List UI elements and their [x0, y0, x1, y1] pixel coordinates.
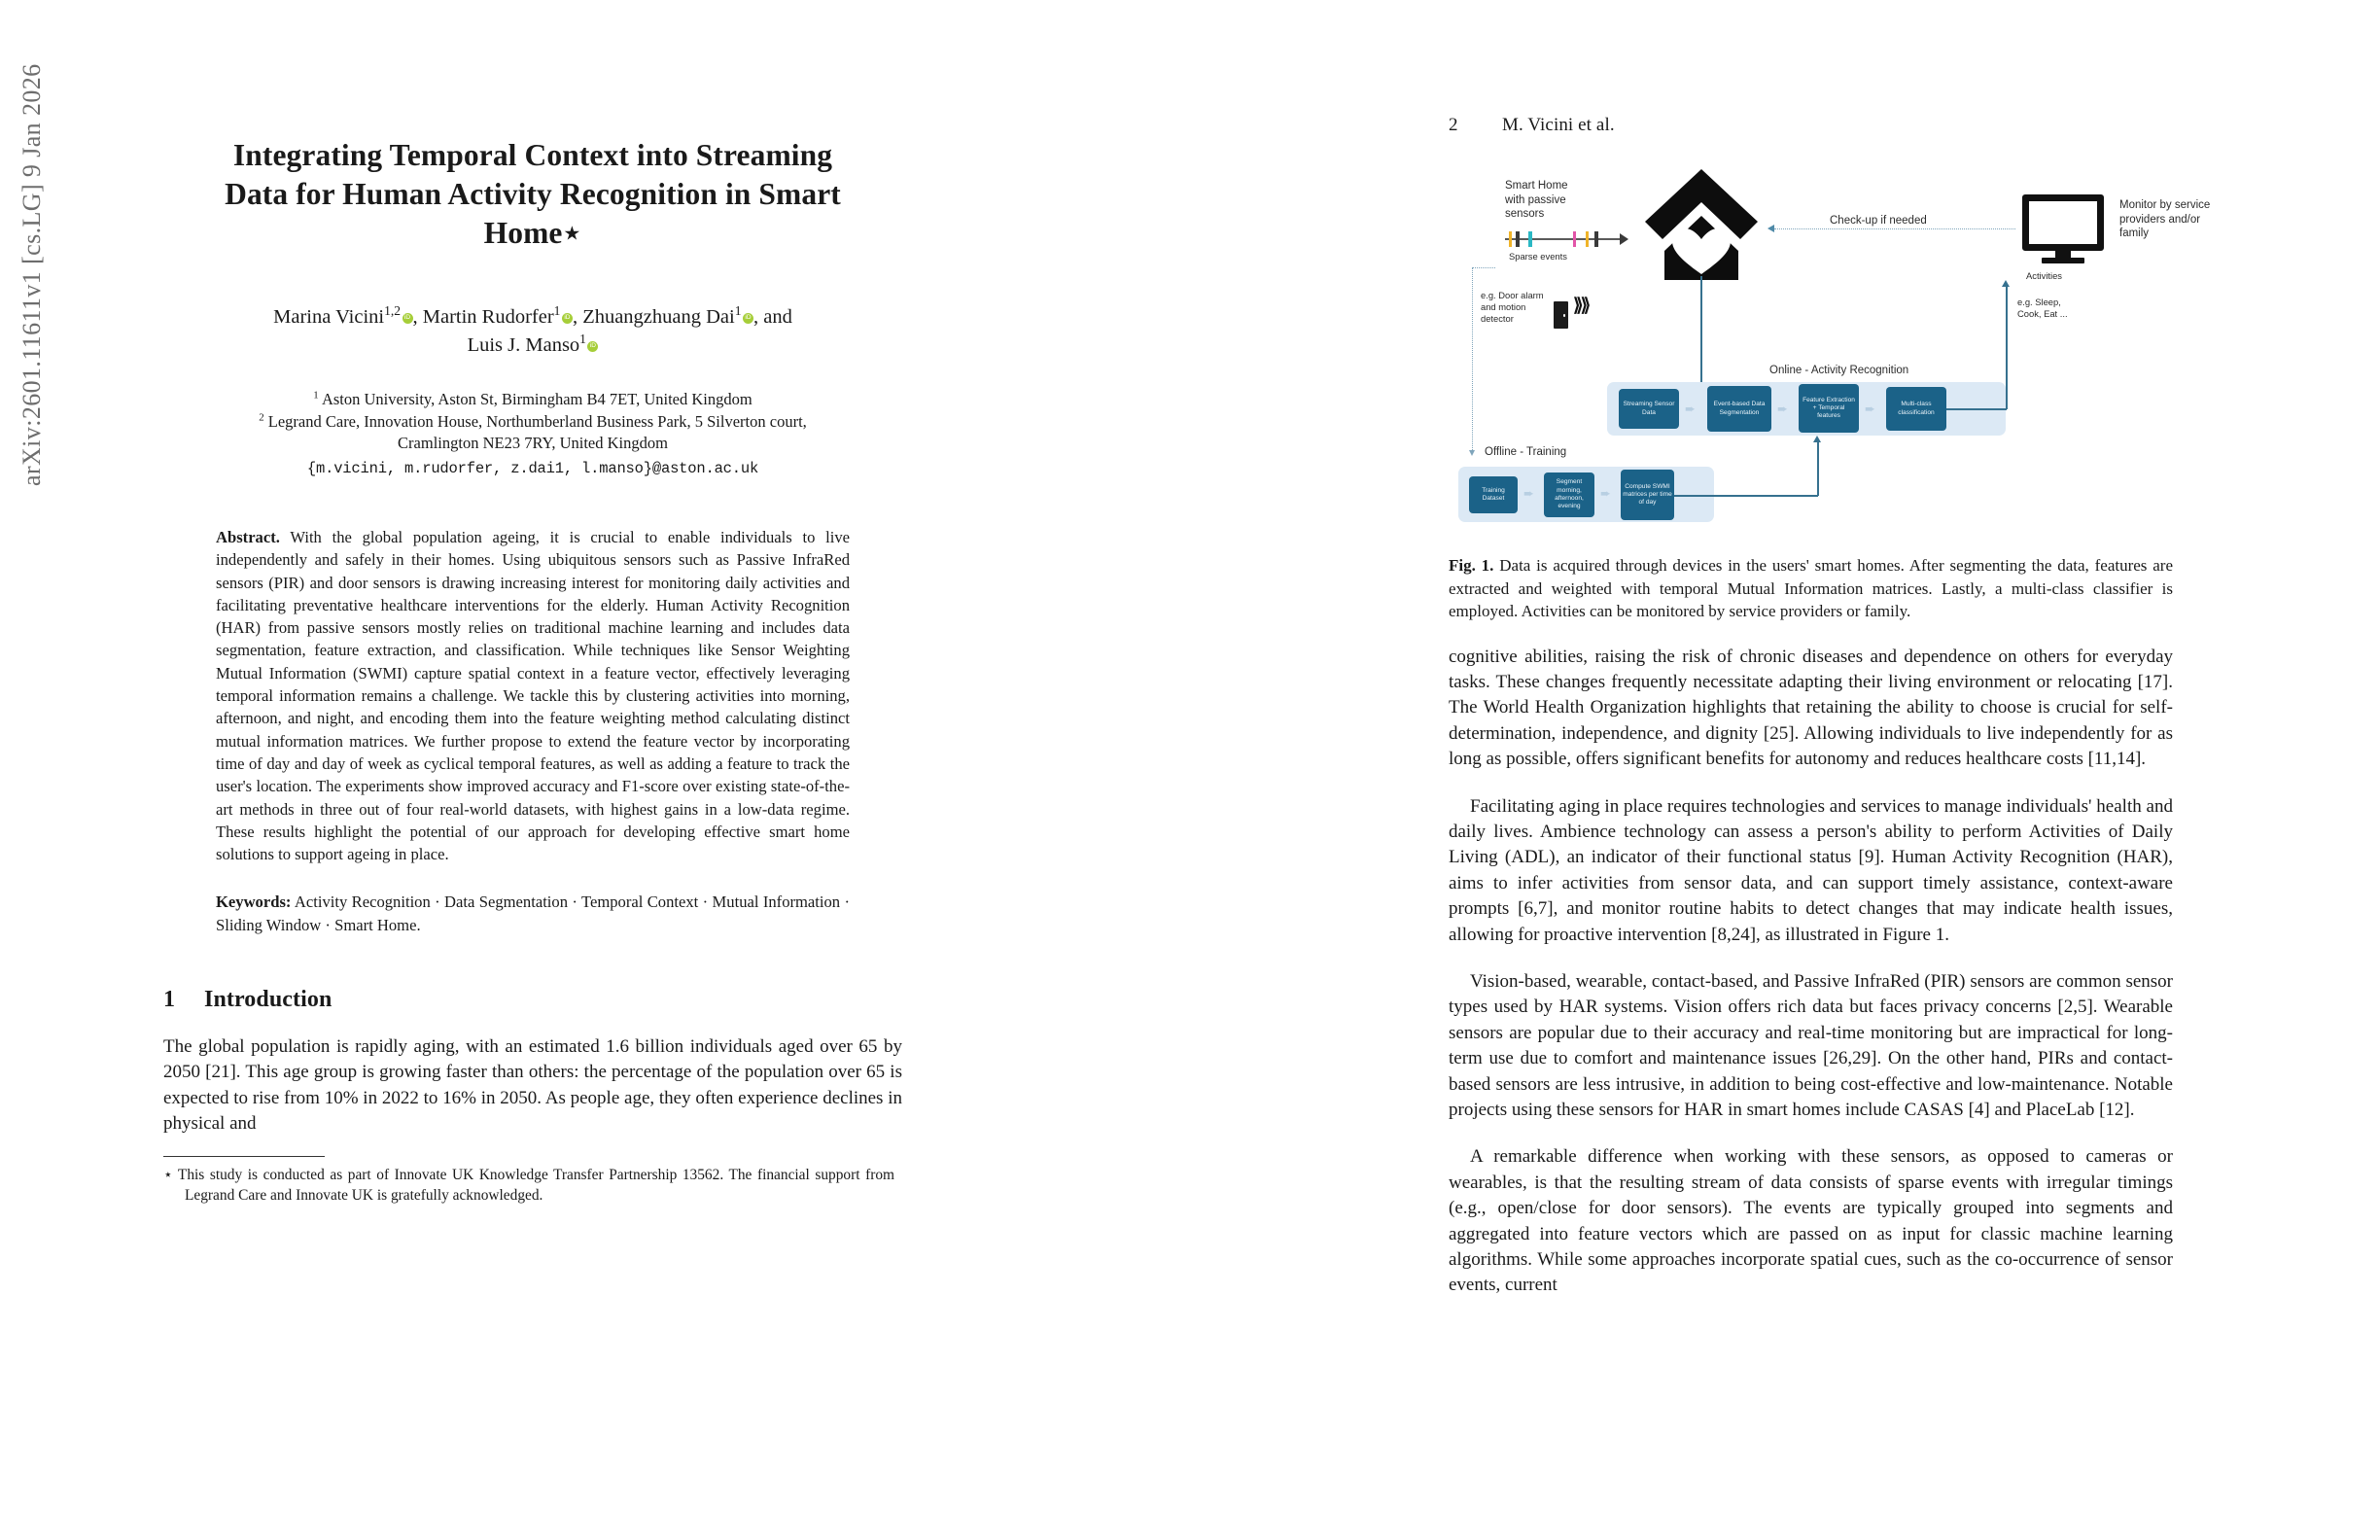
footnote-marker: ⋆	[163, 1166, 173, 1183]
offline-to-online-v	[1817, 441, 1819, 496]
footnote-text: This study is conducted as part of Innovate UK Knowledge Transfer Partnership 13562. The financial support from Legrand Care and Innovate UK is gratefully acknowledged.	[177, 1166, 894, 1205]
author-rudorfer: , Martin Rudorfer	[412, 306, 554, 328]
author-dai: , Zhuangzhuang Dai	[572, 306, 735, 328]
page-two	[1449, 115, 2211, 1456]
author-dai-affil: 1	[734, 303, 742, 319]
paper-title: Integrating Temporal Context into Streaming Data for Human Activity Recognition in Smart Home⋆	[225, 138, 841, 250]
classify-to-activities-h	[1946, 408, 2007, 410]
author-vicini-affil: 1,2	[384, 303, 401, 319]
checkup-connector	[1774, 228, 2015, 229]
label-activity-examples: e.g. Sleep, Cook, Eat ...	[2017, 297, 2068, 319]
footnote-rule	[163, 1156, 325, 1157]
running-head-authors: M. Vicini et al.	[1502, 115, 1615, 135]
label-activities: Activities	[2026, 270, 2062, 281]
affiliation-2	[163, 411, 902, 434]
box-feature-extraction[interactable]: Feature Extraction + Temporal features	[1799, 384, 1859, 433]
body-paragraph-3: Vision-based, wearable, contact-based, and Passive InfraRed (PIR) sensors are common sensor types used by HAR systems. Vision offers rich data but faces privacy concerns [2,5]. Wearable sensors are popular due to their accuracy and real-time monitoring but are impractical for long-term use due to comfort and maintenance issues [26,29]. On the other hand, PIRs and contact-based sensors are less intrusive, in addition to being cost-effective and low-maintenance. Notable projects using these sensors for HAR in smart homes include CASAS [4] and PlaceLab [12].	[1449, 970, 2173, 1120]
box-compute-swmi[interactable]: Compute SWMI matrices per time of day	[1621, 470, 1674, 520]
orcid-icon[interactable]	[743, 313, 753, 324]
figure-1-diagram	[1449, 158, 2211, 546]
affiliation-2-text-line1: Legrand Care, Innovation House, Northumberland Business Park, 5 Silverton court,	[267, 411, 807, 431]
section-title: Introduction	[204, 987, 332, 1013]
flow-arrow-icon: ➨	[1600, 487, 1611, 502]
flow-arrow-icon: ➨	[1523, 487, 1534, 502]
author-rudorfer-affil: 1	[553, 303, 561, 319]
feedback-connector-h	[1472, 267, 1495, 268]
abstract	[216, 526, 850, 865]
event-tick	[1509, 231, 1512, 247]
event-tick	[1528, 231, 1532, 247]
classify-to-activities-v	[2006, 285, 2008, 409]
page-number: 2	[1449, 115, 1458, 135]
flow-arrow-icon: ➨	[1777, 402, 1788, 417]
author-conjunction: , and	[753, 306, 792, 328]
figure-caption-text: Data is acquired through devices in the users' smart homes. After segmenting the data, features are extracted and weighted with temporal Mutual Information matrices. Lastly, a multi-class classifier is employed. Activities can be monitored by service providers or family.	[1449, 556, 2173, 620]
affiliation-1-text: Aston University, Aston St, Birmingham B4 7ET, United Kingdom	[321, 390, 752, 408]
box-segment-time-of-day[interactable]: Segment morning, afternoon, evening	[1544, 472, 1594, 517]
author-line-2	[163, 332, 902, 360]
arxiv-stamp: arXiv:2601.11611v1 [cs.LG] 9 Jan 2026	[18, 63, 46, 486]
box-multiclass-classification[interactable]: Multi-class classification	[1886, 387, 1946, 431]
box-streaming-sensor-data[interactable]: Streaming Sensor Data	[1619, 389, 1679, 429]
section-number: 1	[163, 987, 176, 1013]
affiliation-1-marker: 1	[313, 389, 319, 402]
author-manso: Luis J. Manso	[467, 334, 580, 356]
orcid-icon[interactable]	[562, 313, 573, 324]
offline-to-online-arrow-icon	[1813, 436, 1821, 442]
figure-caption	[1449, 554, 2173, 623]
sparse-events-axis	[1505, 238, 1620, 240]
label-sparse-events: Sparse events	[1509, 251, 1567, 262]
axis-arrow-icon	[1620, 233, 1628, 245]
signal-waves-icon: ⟫⟫	[1573, 296, 1589, 316]
footnote	[163, 1165, 894, 1207]
body-paragraph-4: A remarkable difference when working with these sensors, as opposed to cameras or wearables, is that the resulting stream of data consists of sparse events with irregular timings (e.g., open/close for door sensors). The events are typically grouped into segments and aggregated into feature vectors which are passed on as input for classic machine learning algorithms. While some approaches incorporate spatial cues, such as the co-occurrence of sensor events, current	[1449, 1146, 2173, 1296]
section-heading-introduction	[163, 987, 902, 1013]
event-tick	[1516, 231, 1520, 247]
affiliation-1	[163, 389, 902, 411]
abstract-label: Abstract.	[216, 528, 280, 546]
orcid-icon[interactable]	[587, 341, 598, 352]
keywords-label: Keywords:	[216, 892, 292, 912]
event-tick	[1586, 231, 1589, 247]
page-one	[163, 115, 902, 1456]
label-smart-home: Smart Home with passive sensors	[1505, 180, 1568, 220]
label-door-sensor: e.g. Door alarm and motion detector	[1481, 290, 1544, 324]
keywords-text: Activity Recognition · Data Segmentation · Temporal Context · Mutual Information · Sliding Window · Smart Home.	[216, 892, 850, 934]
label-online-title: Online - Activity Recognition	[1769, 365, 1909, 376]
author-line-1	[163, 303, 902, 332]
monitor-icon	[2022, 194, 2104, 262]
label-offline-title: Offline - Training	[1485, 446, 1567, 458]
house-icon	[1643, 167, 1760, 282]
label-monitor: Monitor by service providers and/or family	[2119, 199, 2211, 239]
author-manso-affil: 1	[579, 332, 586, 347]
activities-arrow-icon	[2002, 280, 2010, 287]
offline-to-online-h	[1674, 495, 1818, 497]
event-tick	[1573, 231, 1576, 247]
door-sensor-icon	[1554, 301, 1568, 329]
affiliations	[163, 389, 902, 479]
feedback-connector-v	[1472, 267, 1473, 452]
flow-arrow-icon: ➨	[1865, 402, 1875, 417]
body-paragraph-1: cognitive abilities, raising the risk of chronic diseases and dependence on others for everyday tasks. These changes frequently necessitate adapting their living environment or relocating [17]. The World Health Organization highlights that retaining the ability to choose is crucial for self-determination, independence, and dignity [25]. Allowing individuals to live independently for as long as possible, offers significant benefits for autonomy and reduces healthcare costs [11,14].	[1449, 646, 2173, 770]
author-vicini: Marina Vicini	[273, 306, 385, 328]
label-checkup: Check-up if needed	[1830, 215, 1927, 227]
orcid-icon[interactable]	[402, 313, 413, 324]
contact-email[interactable]: {m.vicini, m.rudorfer, z.dai1, l.manso}@aston.ac.uk	[306, 459, 759, 477]
flow-arrow-icon: ➨	[1685, 402, 1696, 417]
keywords	[216, 891, 850, 936]
running-head	[1449, 115, 2173, 136]
author-list	[163, 303, 902, 360]
checkup-arrow-icon	[1768, 225, 1774, 232]
house-to-pipeline-connector	[1700, 276, 1702, 383]
abstract-text: With the global population ageing, it is crucial to enable individuals to live independently and safely in their homes. Using ubiquitous sensors such as Passive InfraRed sensors (PIR) and door sensors is drawing increasing interest for monitoring daily activities and facilitating preventative healthcare interventions for the elderly. Human Activity Recognition (HAR) from passive sensors mostly relies on traditional machine learning and includes data segmentation, feature extraction, and classification. While techniques like Sensor Weighting Mutual Information (SWMI) capture spatial context in a feature vector, effectively leveraging temporal information remains a challenge. We tackle this by clustering activities into morning, afternoon, and night, and encoding them into the feature weighting method calculating distinct mutual information matrices. We further propose to extend the feature vector by incorporating time of day and day of week as cyclical temporal features, as well as adding a feature to track the user's location. The experiments show improved accuracy and F1-score over existing state-of-the-art methods in three out of four real-world datasets, with highest gains in a low-data regime. These results highlight the potential of our approach for developing effective smart home solutions to support ageing in place.	[216, 528, 850, 864]
box-training-dataset[interactable]: Training Dataset	[1469, 476, 1518, 513]
affiliation-2-marker: 2	[259, 411, 264, 423]
intro-paragraph: The global population is rapidly aging, with an estimated 1.6 billion individuals aged over 65 by 2050 [21]. This age group is growing faster than others: the percentage of the population over 65 is expected to rise from 10% in 2022 to 16% in 2050. As people age, they often experience declines in physical and	[163, 1036, 902, 1135]
feedback-arrow-icon	[1469, 450, 1475, 456]
affiliation-2-line2: Cramlington NE23 7RY, United Kingdom	[398, 434, 668, 452]
box-event-based-segmentation[interactable]: Event-based Data Segmentation	[1707, 386, 1771, 432]
event-tick	[1594, 231, 1598, 247]
figure-caption-label: Fig. 1.	[1449, 556, 1494, 575]
body-paragraph-2: Facilitating aging in place requires technologies and services to manage individuals' health and daily lives. Ambience technology can assess a person's ability to perform Activities of Daily Living (ADL), an indicator of their functional status [9]. Human Activity Recognition (HAR), aims to infer activities from sensor data, and can support timely assistance, context-aware prompts [6,7], and monitor routine habits to detect changes that may indicate health issues, allowing for proactive intervention [8,24], as illustrated in Figure 1.	[1449, 795, 2173, 945]
